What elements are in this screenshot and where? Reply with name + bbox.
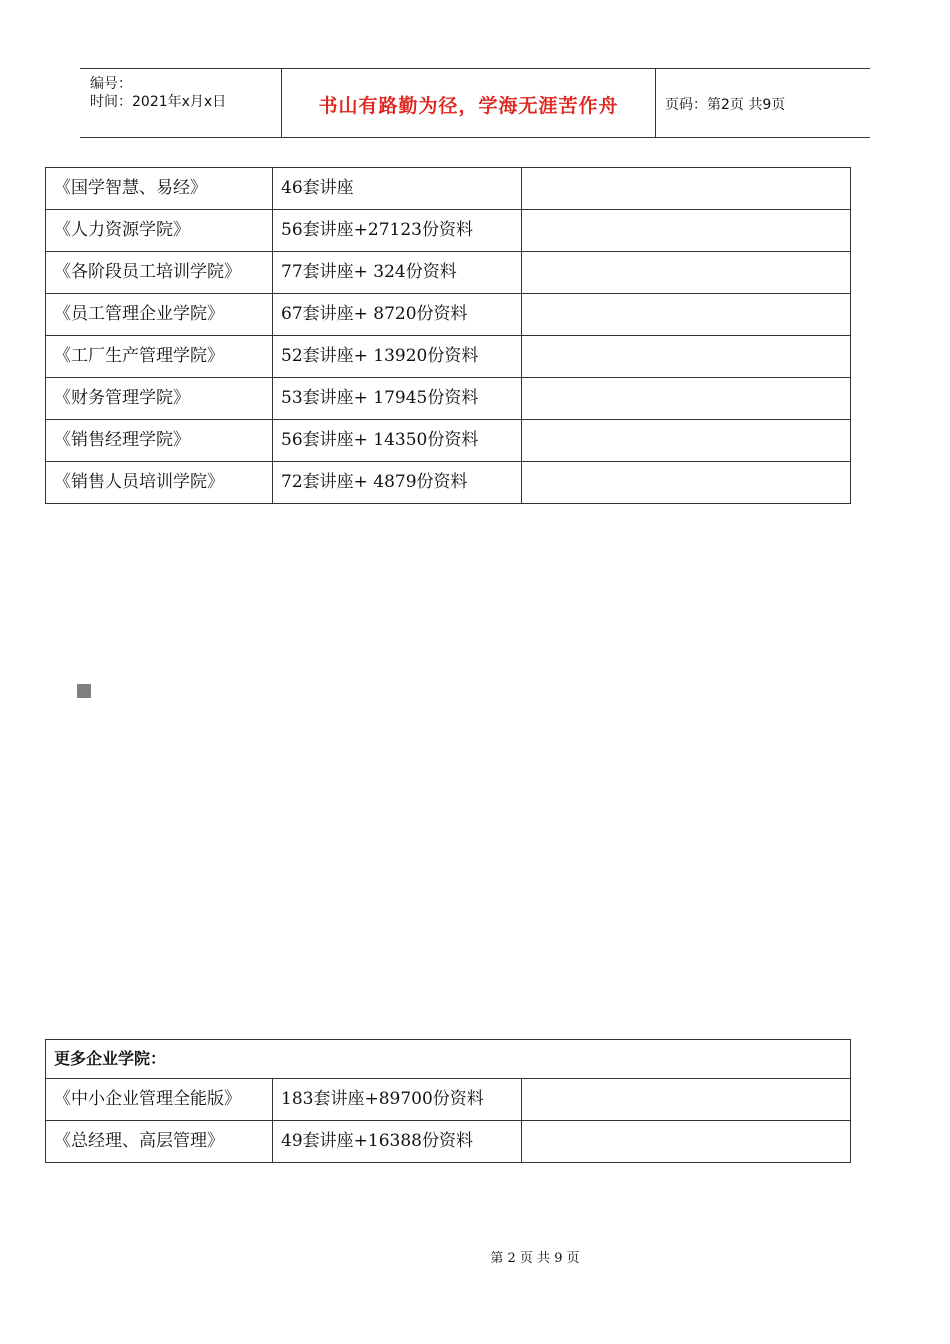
course-note-cell	[522, 378, 851, 420]
course-content-cell: 56套讲座+27123份资料	[273, 210, 522, 252]
motto-text: 书山有路勤为径，学海无涯苦作舟	[318, 95, 619, 117]
course-content-cell: 56套讲座+ 14350份资料	[273, 420, 522, 462]
course-content-cell: 183套讲座+89700份资料	[273, 1079, 522, 1121]
academy-table	[45, 167, 851, 504]
header-motto-cell	[281, 69, 656, 137]
more-academy-heading: 更多企业学院：	[46, 1040, 851, 1079]
time-label: 时间：2021年x月x日	[90, 94, 227, 110]
page-footer: 第 2 页 共 9 页	[490, 1251, 580, 1266]
course-name-cell: 《员工管理企业学院》	[46, 294, 273, 336]
table-row	[46, 294, 851, 336]
course-content-cell: 49套讲座+16388份资料	[273, 1121, 522, 1163]
more-academy-table	[45, 1039, 851, 1163]
course-note-cell	[522, 420, 851, 462]
table-row	[46, 462, 851, 504]
course-content-cell: 46套讲座	[273, 168, 522, 210]
table-row	[46, 336, 851, 378]
course-note-cell	[522, 252, 851, 294]
page-info: 页码：第2页 共9页	[665, 97, 786, 113]
course-note-cell	[522, 1121, 851, 1163]
header-meta-cell	[80, 69, 281, 137]
table-row	[46, 1079, 851, 1121]
course-note-cell	[522, 294, 851, 336]
header-page-cell	[655, 69, 870, 137]
course-name-cell: 《财务管理学院》	[46, 378, 273, 420]
course-name-cell: 《工厂生产管理学院》	[46, 336, 273, 378]
square-bullet-icon	[77, 684, 91, 698]
course-content-cell: 53套讲座+ 17945份资料	[273, 378, 522, 420]
course-content-cell: 72套讲座+ 4879份资料	[273, 462, 522, 504]
course-name-cell: 《销售经理学院》	[46, 420, 273, 462]
course-name-cell: 《中小企业管理全能版》	[46, 1079, 273, 1121]
table-row	[46, 210, 851, 252]
table-row	[46, 252, 851, 294]
course-note-cell	[522, 336, 851, 378]
course-name-cell: 《总经理、高层管理》	[46, 1121, 273, 1163]
course-name-cell: 《人力资源学院》	[46, 210, 273, 252]
number-label: 编号：	[90, 76, 132, 92]
course-note-cell	[522, 168, 851, 210]
table-row	[46, 378, 851, 420]
course-note-cell	[522, 1079, 851, 1121]
table-row	[46, 420, 851, 462]
course-note-cell	[522, 210, 851, 252]
page-header	[80, 68, 870, 138]
course-name-cell: 《各阶段员工培训学院》	[46, 252, 273, 294]
course-note-cell	[522, 462, 851, 504]
table-row	[46, 168, 851, 210]
course-name-cell: 《销售人员培训学院》	[46, 462, 273, 504]
course-content-cell: 67套讲座+ 8720份资料	[273, 294, 522, 336]
course-content-cell: 77套讲座+ 324份资料	[273, 252, 522, 294]
course-name-cell: 《国学智慧、易经》	[46, 168, 273, 210]
course-content-cell: 52套讲座+ 13920份资料	[273, 336, 522, 378]
table-row	[46, 1121, 851, 1163]
table-heading-row	[46, 1040, 851, 1079]
